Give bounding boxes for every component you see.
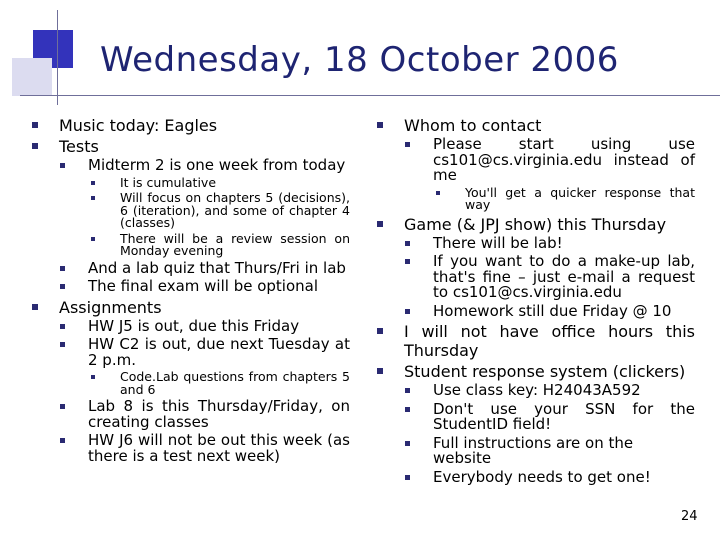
bullet-music: Music today: Eagles (30, 116, 350, 135)
bullet-assignments: Assignments (30, 298, 350, 317)
bullet-square-icon (60, 404, 65, 409)
decor-horizontal-line (20, 95, 720, 96)
bullet-square-icon (60, 324, 65, 329)
bullet-square-icon (405, 241, 410, 246)
bullet-hw-c2: HW C2 is out, due next Tuesday at 2 p.m. (59, 337, 350, 368)
bullet-square-icon (405, 475, 410, 480)
bullet-chapters-focus: Will focus on chapters 5 (decisions), 6 (iteration), and some of chapter 4 (classes) (88, 192, 350, 230)
bullet-lab-quiz: And a lab quiz that Thurs/Fri in lab (59, 261, 350, 277)
bullet-final-exam: The final exam will be optional (59, 279, 350, 295)
bullet-midterm: Midterm 2 is one week from today (59, 158, 350, 174)
bullet-square-icon (60, 163, 65, 168)
bullet-tests: Tests (30, 137, 350, 156)
bullet-square-icon (60, 266, 65, 271)
slide-title: Wednesday, 18 October 2006 (100, 40, 619, 80)
bullet-square-icon (32, 304, 38, 310)
bullet-class-key: Use class key: H24043A592 (404, 383, 695, 399)
bullet-lab-happens: There will be lab! (404, 236, 695, 252)
bullet-square-icon (377, 221, 383, 227)
bullet-square-icon (60, 284, 65, 289)
bullet-square-icon (405, 142, 410, 147)
bullet-square-icon (377, 368, 383, 374)
bullet-cumulative: It is cumulative (88, 177, 350, 190)
bullet-hw-j6: HW J6 will not be out this week (as there is a test next week) (59, 433, 350, 464)
bullet-ssn-warning: Don't use your SSN for the StudentID field! (404, 402, 695, 433)
bullet-square-icon (32, 143, 38, 149)
bullet-office-hours: I will not have office hours this Thursday (375, 322, 695, 360)
page-number: 24 (681, 509, 698, 524)
bullet-square-icon (60, 438, 65, 443)
bullet-square-icon (91, 375, 95, 379)
bullet-square-icon (405, 259, 410, 264)
bullet-game: Game (& JPJ show) this Thursday (375, 215, 695, 234)
bullet-square-icon (60, 342, 65, 347)
bullet-square-icon (405, 441, 410, 446)
bullet-lab8: Lab 8 is this Thursday/Friday, on creating classes (59, 399, 350, 430)
decor-vertical-line (57, 10, 58, 105)
bullet-square-icon (405, 407, 410, 412)
bullet-makeup-lab: If you want to do a make-up lab, that's fine – just e-mail a request to cs101@cs.virginia.edu (404, 254, 695, 301)
bullet-square-icon (405, 388, 410, 393)
bullet-square-icon (91, 181, 95, 185)
bullet-instructions: Full instructions are on the website (404, 436, 695, 467)
bullet-clickers: Student response system (clickers) (375, 362, 695, 381)
bullet-square-icon (405, 309, 410, 314)
bullet-square-icon (436, 191, 440, 195)
bullet-square-icon (377, 122, 383, 128)
bullet-square-icon (32, 122, 38, 128)
left-column (30, 116, 350, 467)
bullet-review-session: There will be a review session on Monday evening (88, 233, 350, 258)
bullet-get-one: Everybody needs to get one! (404, 470, 695, 486)
bullet-hw-j5: HW J5 is out, due this Friday (59, 319, 350, 335)
bullet-contact: Whom to contact (375, 116, 695, 135)
bullet-square-icon (377, 328, 383, 334)
bullet-contact-email: Please start using use cs101@cs.virginia.edu instead of me (404, 137, 695, 184)
bullet-quicker-response: You'll get a quicker response that way (433, 187, 695, 212)
bullet-codelab: Code.Lab questions from chapters 5 and 6 (88, 371, 350, 396)
bullet-homework-due: Homework still due Friday @ 10 (404, 304, 695, 320)
decor-square-light (12, 58, 52, 96)
right-column (375, 116, 695, 488)
bullet-square-icon (91, 237, 95, 241)
bullet-square-icon (91, 196, 95, 200)
